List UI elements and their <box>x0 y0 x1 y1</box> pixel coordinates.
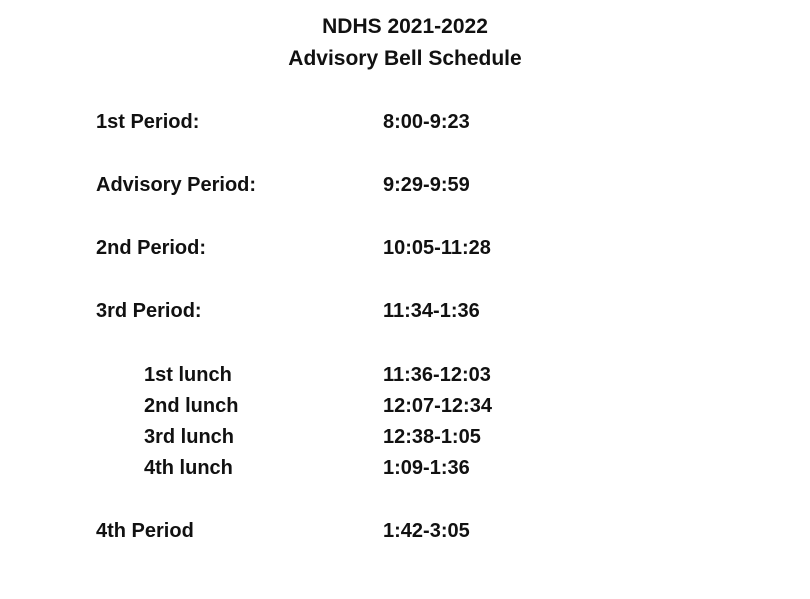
period-row-1st-period <box>0 108 810 136</box>
lunch-row-3rd <box>0 423 810 451</box>
period-time: 11:34-1:36 <box>383 300 480 322</box>
schedule-title-text: NDHS 2021-2022 <box>322 15 488 38</box>
lunch-row-1st <box>0 361 810 389</box>
lunch-time: 11:36-12:03 <box>383 364 491 386</box>
period-time: 1:42-3:05 <box>383 520 470 542</box>
schedule-subtitle: Advisory Bell Schedule <box>288 47 522 70</box>
period-row-2nd-period <box>0 234 810 262</box>
lunch-row-2nd <box>0 392 810 420</box>
lunch-row-4th <box>0 454 810 482</box>
period-row-4th-period <box>0 517 810 545</box>
period-label: 4th Period <box>96 520 194 542</box>
period-label: 3rd Period: <box>96 300 202 322</box>
period-row-advisory <box>0 171 810 199</box>
period-time: 8:00-9:23 <box>383 111 470 133</box>
period-row-3rd-period <box>0 297 810 325</box>
schedule-title <box>0 14 810 40</box>
lunch-label: 4th lunch <box>144 457 233 479</box>
period-time: 10:05-11:28 <box>383 237 491 259</box>
lunch-label: 3rd lunch <box>144 426 235 448</box>
lunch-time: 1:09-1:36 <box>383 457 470 479</box>
period-label: 1st Period: <box>96 111 200 133</box>
period-label: Advisory Period: <box>96 174 257 196</box>
lunch-time: 12:07-12:34 <box>383 395 492 417</box>
period-time: 9:29-9:59 <box>383 174 470 196</box>
lunch-time: 12:38-1:05 <box>383 426 481 448</box>
lunch-label: 1st lunch <box>144 364 232 386</box>
lunch-label: 2nd lunch <box>144 395 239 417</box>
period-label: 2nd Period: <box>96 237 207 259</box>
